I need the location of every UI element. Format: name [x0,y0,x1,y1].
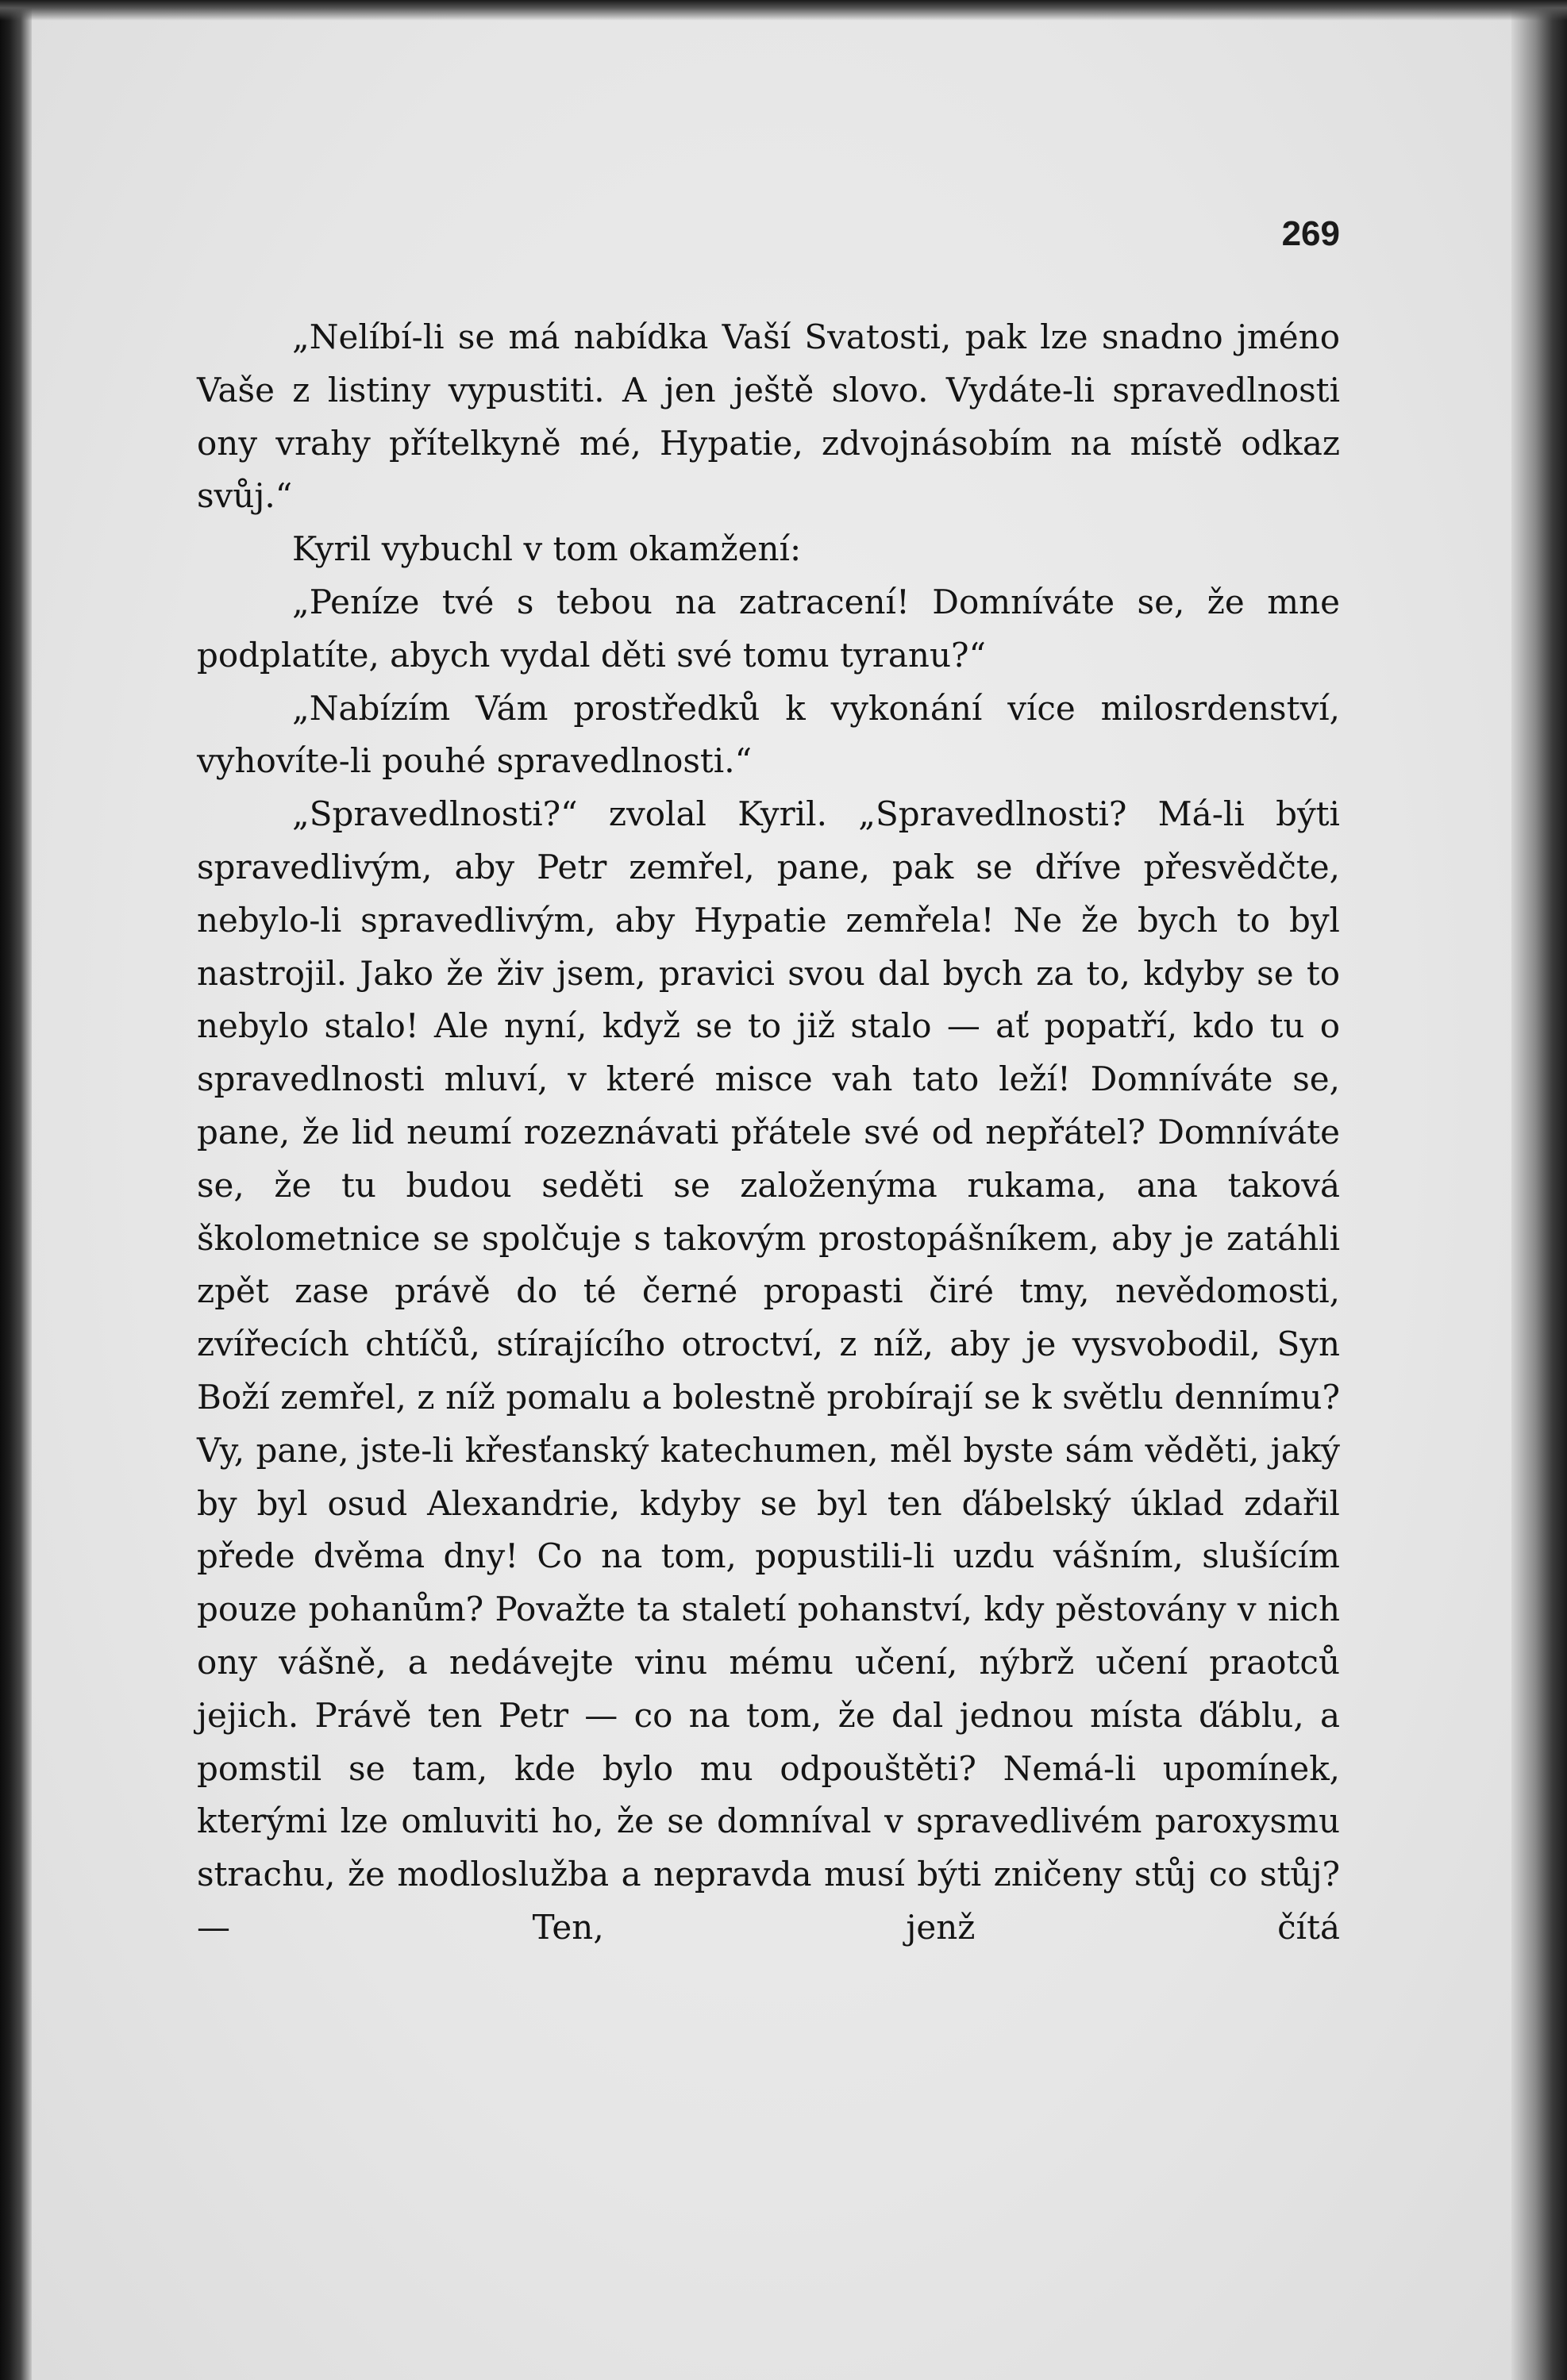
scan-edge-right [1511,0,1567,2380]
paragraph-justice-speech: „Spravedlnosti?“ zvolal Kyril. „Spravedlnosti? Má-li býti spravedlivým, aby Petr zemřel, pane, pak se dříve přesvědčte, nebylo-li spravedlivým, aby Hypatie zemřela! Ne že bych to byl nastrojil. Jako že živ jsem, pravici svou dal bych za to, kdyby se to nebylo stalo! Ale nyní, když se to již stalo — ať popatří, kdo tu o spravedlnosti mluví, v které misce vah tato leží! Domníváte se, pane, že lid neumí rozeznávati přátele své od nepřátel? Domníváte se, že tu budou seděti se založenýma rukama, ana taková školometnice se spolčuje s takovým prostopášníkem, aby je zatáhli zpět zase právě do té černé propasti čiré tmy, nevědomosti, zvířecích chtíčů, stírajícího otroctví, z níž, aby je vysvobodil, Syn Boží zemřel, z níž pomalu a bolestně probírají se k světlu dennímu? Vy, pane, jste-li křesťanský katechumen, měl byste sám věděti, jaký by byl osud Alexandrie, kdyby se byl ten ďábelský úklad zdařil přede dvěma dny! Co na tom, popustili-li uzdu vášním, slušícím pouze pohanům? Považte ta staletí pohanství, kdy pěstovány v nich ony vášně, a nedávejte vinu mému učení, nýbrž učení praotců jejich. Právě ten Petr — co na tom, že dal jednou místa ďáblu, a pomstil se tam, kde bylo mu odpouštěti? Nemá-li upomínek, kterými lze omluviti ho, že se domníval v spravedlivém paroxysmu strachu, že modloslužba a nepravda musí býti zničeny stůj co stůj? — Ten, jenž čítá [197,794,1340,1947]
body-text [197,311,1340,1955]
paragraph-money-refusal: „Peníze tvé s tebou na zatracení! Domníváte se, že mne podplatíte, abych vydal děti své tomu tyranu?“ [197,582,1340,675]
page-number: 269 [1281,214,1340,253]
paragraph-mercy-offer: „Nabízím Vám prostředků k vykonání více milosrdenství, vyhovíte-li pouhé spravedlnosti.“ [197,688,1340,781]
scan-edge-left [0,0,32,2380]
scan-edge-top [0,0,1567,21]
paragraph-offer: „Nelíbí-li se má nabídka Vaší Svatosti, pak lze snadno jméno Vaše z listiny vypustiti. A jen ještě slovo. Vydáte-li spravedlnosti ony vrahy přítelkyně mé, Hypatie, zdvojnásobím na místě odkaz svůj.“ [197,317,1340,516]
paragraph-kyril-outburst: Kyril vybuchl v tom okamžení: [292,529,802,569]
